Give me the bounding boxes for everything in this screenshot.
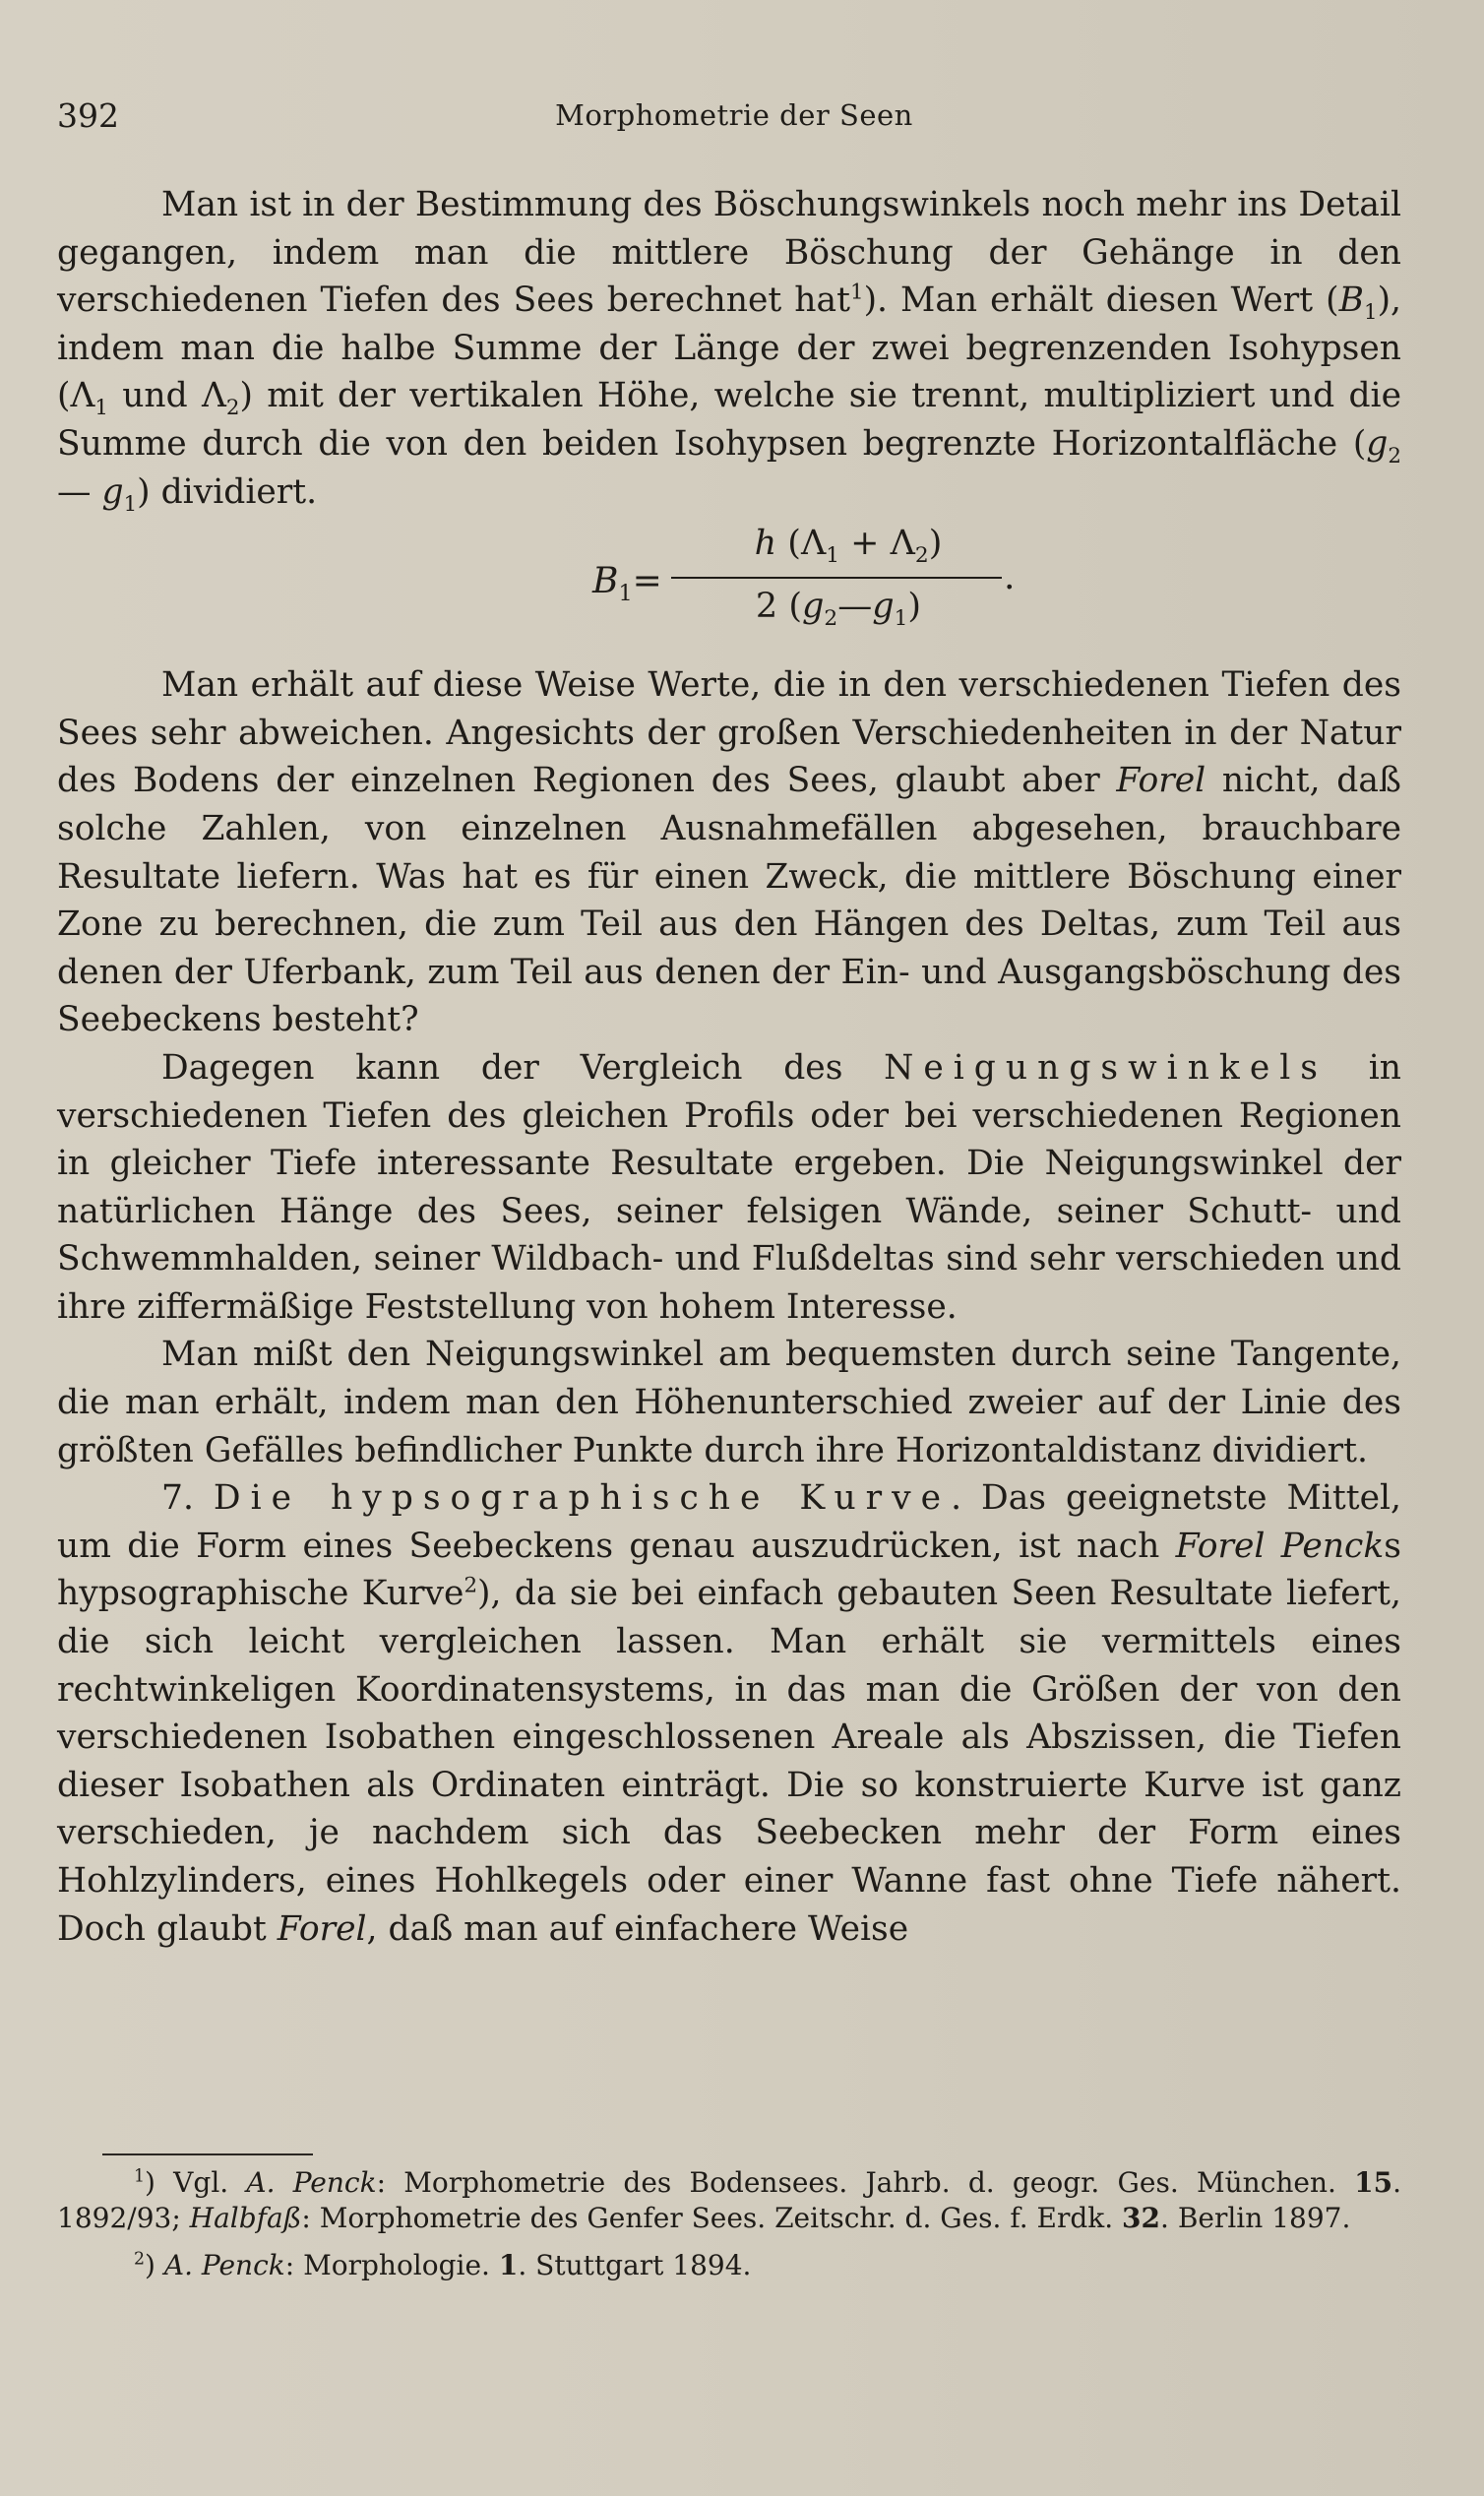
paragraph-werte: Man erhält auf diese Weise Werte, die in den verschiedenen Tiefen des Sees sehr abweichen. Angesichts der großen Verschiedenheiten in der Natur des Bodens der einzelnen Regionen des Sees, glaubt aber Forel nicht, daß solche Zahlen, von einzelnen Ausnahmefällen abgesehen, brauchbare Resultate liefern. Was hat es für einen Zweck, die mittlere Böschung einer Zone zu berechnen, die zum Teil aus den Hängen des Deltas, zum Teil aus denen der Uferbank, zum Teil aus denen der Ein- und Ausgangsböschung des Seebeckens besteht? (57, 665, 1401, 1040)
page-header (57, 96, 1411, 136)
paragraph-tangente: Man mißt den Neigungswinkel am bequemsten durch seine Tangente, die man erhält, indem man den Höhenunterschied zweier auf der Linie des größten Gefälles befindlicher Punkte durch ihre Horizontaldistanz dividiert. (57, 1335, 1401, 1470)
formula-denominator: 2 $(g_2—g_1)$ (755, 587, 922, 632)
footnote-2: $^2$) A. Penck: Morphologie. 1. Stuttgart 1894. (134, 2249, 752, 2281)
footnote-ref: 1 (849, 280, 864, 305)
formula-period: . (1004, 557, 1016, 598)
formula-b1 (57, 518, 1401, 655)
paragraph-hypsographische-kurve: 7. Die hypsographische Kurve. Das geeignetste Mittel, um die Form eines Seebeckens genau auszudrücken, ist nach Forel Pencks hypsographische Kurve$^2$), da sie bei einfach gebauten Seen Resultate liefert, die sich leicht vergleichen lassen. Man erhält sie vermittels eines rechtwinkeligen Koordinatensystems, in das man die Größen der von den verschiedenen Isobathen eingeschlossenen Areale als Abszissen, die Tiefen dieser Isobathen als Ordinaten einträgt. Die so konstruierte Kurve ist ganz verschieden, je nachdem sich das Seebecken mehr der Form eines Hohlzylinders, eines Hohlkegels oder einer Wanne fast ohne Tiefe nähert. Doch glaubt Forel, daß man auf einfachere Weise (57, 1478, 1401, 1949)
footnote-rule (102, 2153, 313, 2155)
formula-numerator: h $(\Lambda_1 + \Lambda_2)$ (754, 524, 943, 569)
footnote-ref: 2 (464, 1573, 478, 1598)
paragraph-boeschung: Man ist in der Bestimmung des Böschungswinkels noch mehr ins Detail gegangen, indem man die mittlere Böschung der Gehänge in den verschiedenen Tiefen des Sees berechnet hat$^1$). Man erhält diesen Wert $(B_1)$, indem man die halbe Summe der Länge der zwei begrenzenden Isohypsen ($\Lambda_1$ und $\Lambda_2$) mit der vertikalen Höhe, welche sie trennt, multipliziert und die Summe durch die von den beiden Isohypsen begrenzte Horizontalfläche ($g_2$ — $g_1$) dividiert. (57, 185, 1401, 517)
footnotes (57, 2165, 1401, 2295)
section-heading: Die hypsographische Kurve (213, 1478, 952, 1519)
paragraph-neigungswinkel: Dagegen kann der Vergleich des Neigungswinkels in verschiedenen Tiefen des gleichen Profils oder bei verschiedenen Regionen in gleicher Tiefe interessante Resultate ergeben. Die Neigungswinkel der natürlichen Hänge des Sees, seiner felsigen Wände, seiner Schutt- und Schwemmhalden, seiner Wildbach- und Flußdeltas sind sehr verschieden und ihre ziffermäßige Feststellung von hohem Interesse. (57, 1047, 1401, 1327)
page-number: 392 (57, 96, 119, 135)
main-text (57, 181, 1401, 1953)
fraction-bar (671, 577, 1002, 579)
formula-lhs: $B_1=$ (592, 561, 662, 607)
running-title: Morphometrie der Seen (555, 98, 913, 132)
footnote-1: $^1$) Vgl. A. Penck: Morphometrie des Bodensees. Jahrb. d. geogr. Ges. München. 15. 1892/93; Halbfaß: Morphometrie des Genfer Sees. Zeitschr. d. Ges. f. Erdk. 32. Berlin 1897. (57, 2166, 1401, 2234)
